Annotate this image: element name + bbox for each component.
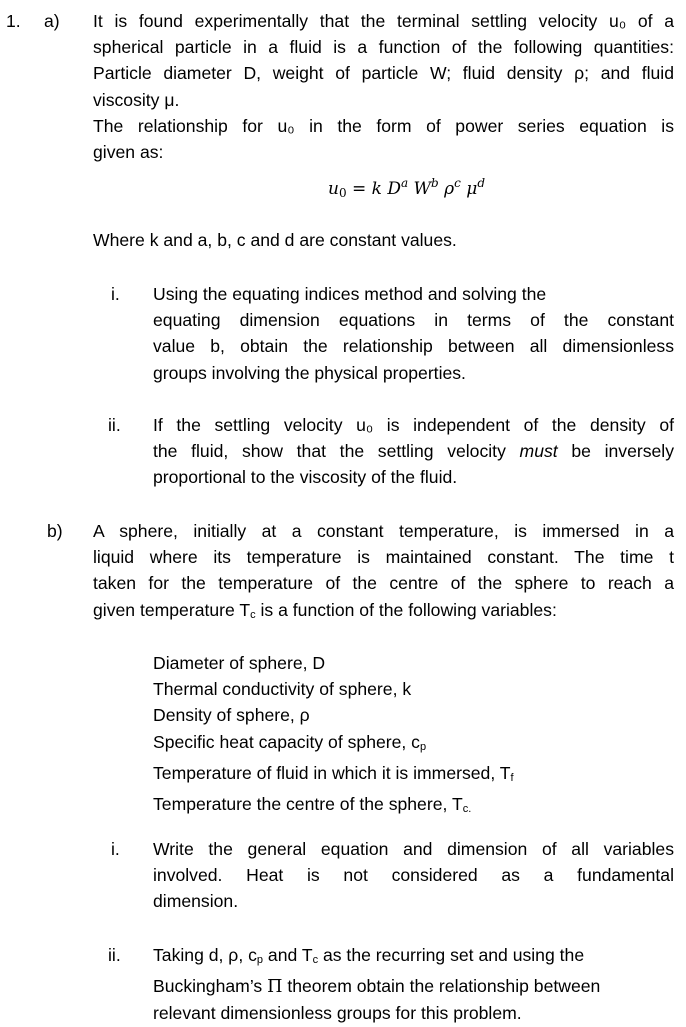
part-b-sub-ii-line1-pre: Taking d, ρ, c (153, 945, 257, 965)
part-a-intro (93, 8, 674, 165)
eq-lhs: u (328, 179, 339, 199)
eq-k-d: = k D (352, 179, 401, 199)
part-b-label: b) (47, 521, 63, 541)
part-b-sub-ii-line2-pre: Buckingham’s (153, 976, 268, 997)
part-a-relation-line: given as: (93, 142, 164, 163)
eq-lhs-sub: 0 (338, 186, 347, 200)
variable-text: Diameter of sphere, D (153, 653, 326, 673)
variable-text: Density of sphere, ρ (153, 705, 310, 726)
part-a-sub-ii-line2-b: be inversely (571, 441, 675, 462)
part-b-sub-ii-line1 (153, 942, 674, 973)
part-a-sub-i-line: Using the equating indices method and solving the (153, 284, 547, 304)
part-a-intro-line: It is found experimentally that the terminal settling velocity u₀ of a (93, 11, 674, 31)
part-a-relation-line: The relationship for u₀ in the form of power series equation is (93, 115, 674, 136)
part-a-sub-i-line: equating dimension equations in terms of the constant (153, 310, 674, 331)
part-b-sub-ii-line2-post: theorem obtain the relationship between (282, 976, 601, 997)
eq-exp-b: b (431, 176, 439, 190)
part-b-sub-ii-line1-post: as the recurring set and using the (318, 945, 585, 965)
part-a-sub-ii-label: ii. (108, 415, 121, 435)
part-a-intro-line: Particle diameter D, weight of particle W; fluid density ρ; and fluid (93, 63, 674, 84)
eq-mu: μ (466, 179, 478, 199)
part-a-sub-i-text (153, 281, 674, 386)
variable-sub: c. (462, 803, 472, 816)
variable-item (153, 702, 514, 728)
part-b-intro-last-sub: c (250, 608, 256, 621)
part-b-sub-i-line: dimension. (153, 891, 239, 912)
part-b-sub-i-line: Write the general equation and dimension of all variables (153, 839, 674, 859)
variable-sub: f (510, 771, 514, 784)
part-a-sub-ii-line: proportional to the viscosity of the fluid. (153, 467, 458, 488)
part-a-intro-line: spherical particle in a fluid is a function of the following quantities: (93, 37, 674, 58)
variable-item (153, 650, 514, 676)
variables-list (153, 650, 514, 822)
part-b-sub-i-line: involved. Heat is not considered as a fundamental (153, 865, 674, 886)
variable-text: Thermal conductivity of sphere, k (153, 679, 412, 700)
constants-line: Where k and a, b, c and d are constant values. (93, 230, 457, 250)
part-a-sub-ii-text (153, 412, 674, 491)
variable-text: Specific heat capacity of sphere, c (153, 731, 420, 752)
part-a-intro-line: viscosity μ. (93, 89, 180, 110)
question-number: 1. (6, 11, 21, 31)
eq-rho: ρ (444, 179, 455, 199)
part-b-sub-ii-text (153, 942, 674, 1027)
part-a-label: a) (44, 11, 60, 31)
part-b-sub-ii-line: relevant dimensionless groups for this problem. (153, 1003, 522, 1024)
variable-sub: p (419, 740, 427, 753)
part-b-sub-ii-line2 (153, 973, 674, 1000)
part-b-sub-ii-sub-p: p (256, 954, 264, 966)
part-b-sub-ii-line1-mid: and T (263, 945, 313, 965)
part-b-sub-i-label: i. (111, 839, 120, 859)
variable-item (153, 791, 514, 822)
part-a-sub-ii-emphasis: must (519, 441, 558, 462)
variable-item (153, 760, 514, 791)
part-a-sub-i-line: value b, obtain the relationship between all dimensionless (153, 336, 674, 357)
eq-exp-d: d (477, 176, 486, 190)
variable-item (153, 676, 514, 702)
part-a-sub-i-line: groups involving the physical properties. (153, 362, 466, 383)
part-a-sub-i-label: i. (111, 284, 120, 304)
settling-velocity-equation (328, 176, 485, 200)
part-b-intro-last-line (93, 597, 674, 628)
eq-exp-c: c (454, 176, 461, 190)
part-b-sub-i-text (153, 836, 674, 915)
variable-text: Temperature of fluid in which it is immersed, T (153, 762, 511, 783)
variable-text: Temperature the centre of the sphere, T (153, 794, 463, 815)
eq-exp-a: a (400, 176, 409, 190)
variable-item (153, 729, 514, 760)
eq-w: W (413, 179, 432, 199)
part-b-intro (93, 518, 674, 628)
part-b-intro-line: liquid where its temperature is maintained constant. The time t (93, 547, 674, 568)
part-a-sub-ii-line: If the settling velocity u₀ is independent of the density of (153, 415, 674, 435)
part-b-intro-last-pre: given temperature T (93, 599, 251, 620)
part-b-sub-ii-label: ii. (108, 945, 121, 965)
part-a-sub-ii-line2 (153, 438, 674, 464)
part-b-sub-ii-sub-c: c (312, 954, 319, 966)
pi-symbol: Π (267, 977, 283, 998)
part-b-intro-last-post: is a function of the following variables: (255, 599, 557, 620)
part-a-sub-ii-line2-a: the fluid, show that the settling velocity (153, 441, 506, 462)
part-b-intro-line: taken for the temperature of the centre of the sphere to reach a (93, 573, 674, 594)
part-b-intro-line: A sphere, initially at a constant temperature, is immersed in a (93, 521, 674, 541)
